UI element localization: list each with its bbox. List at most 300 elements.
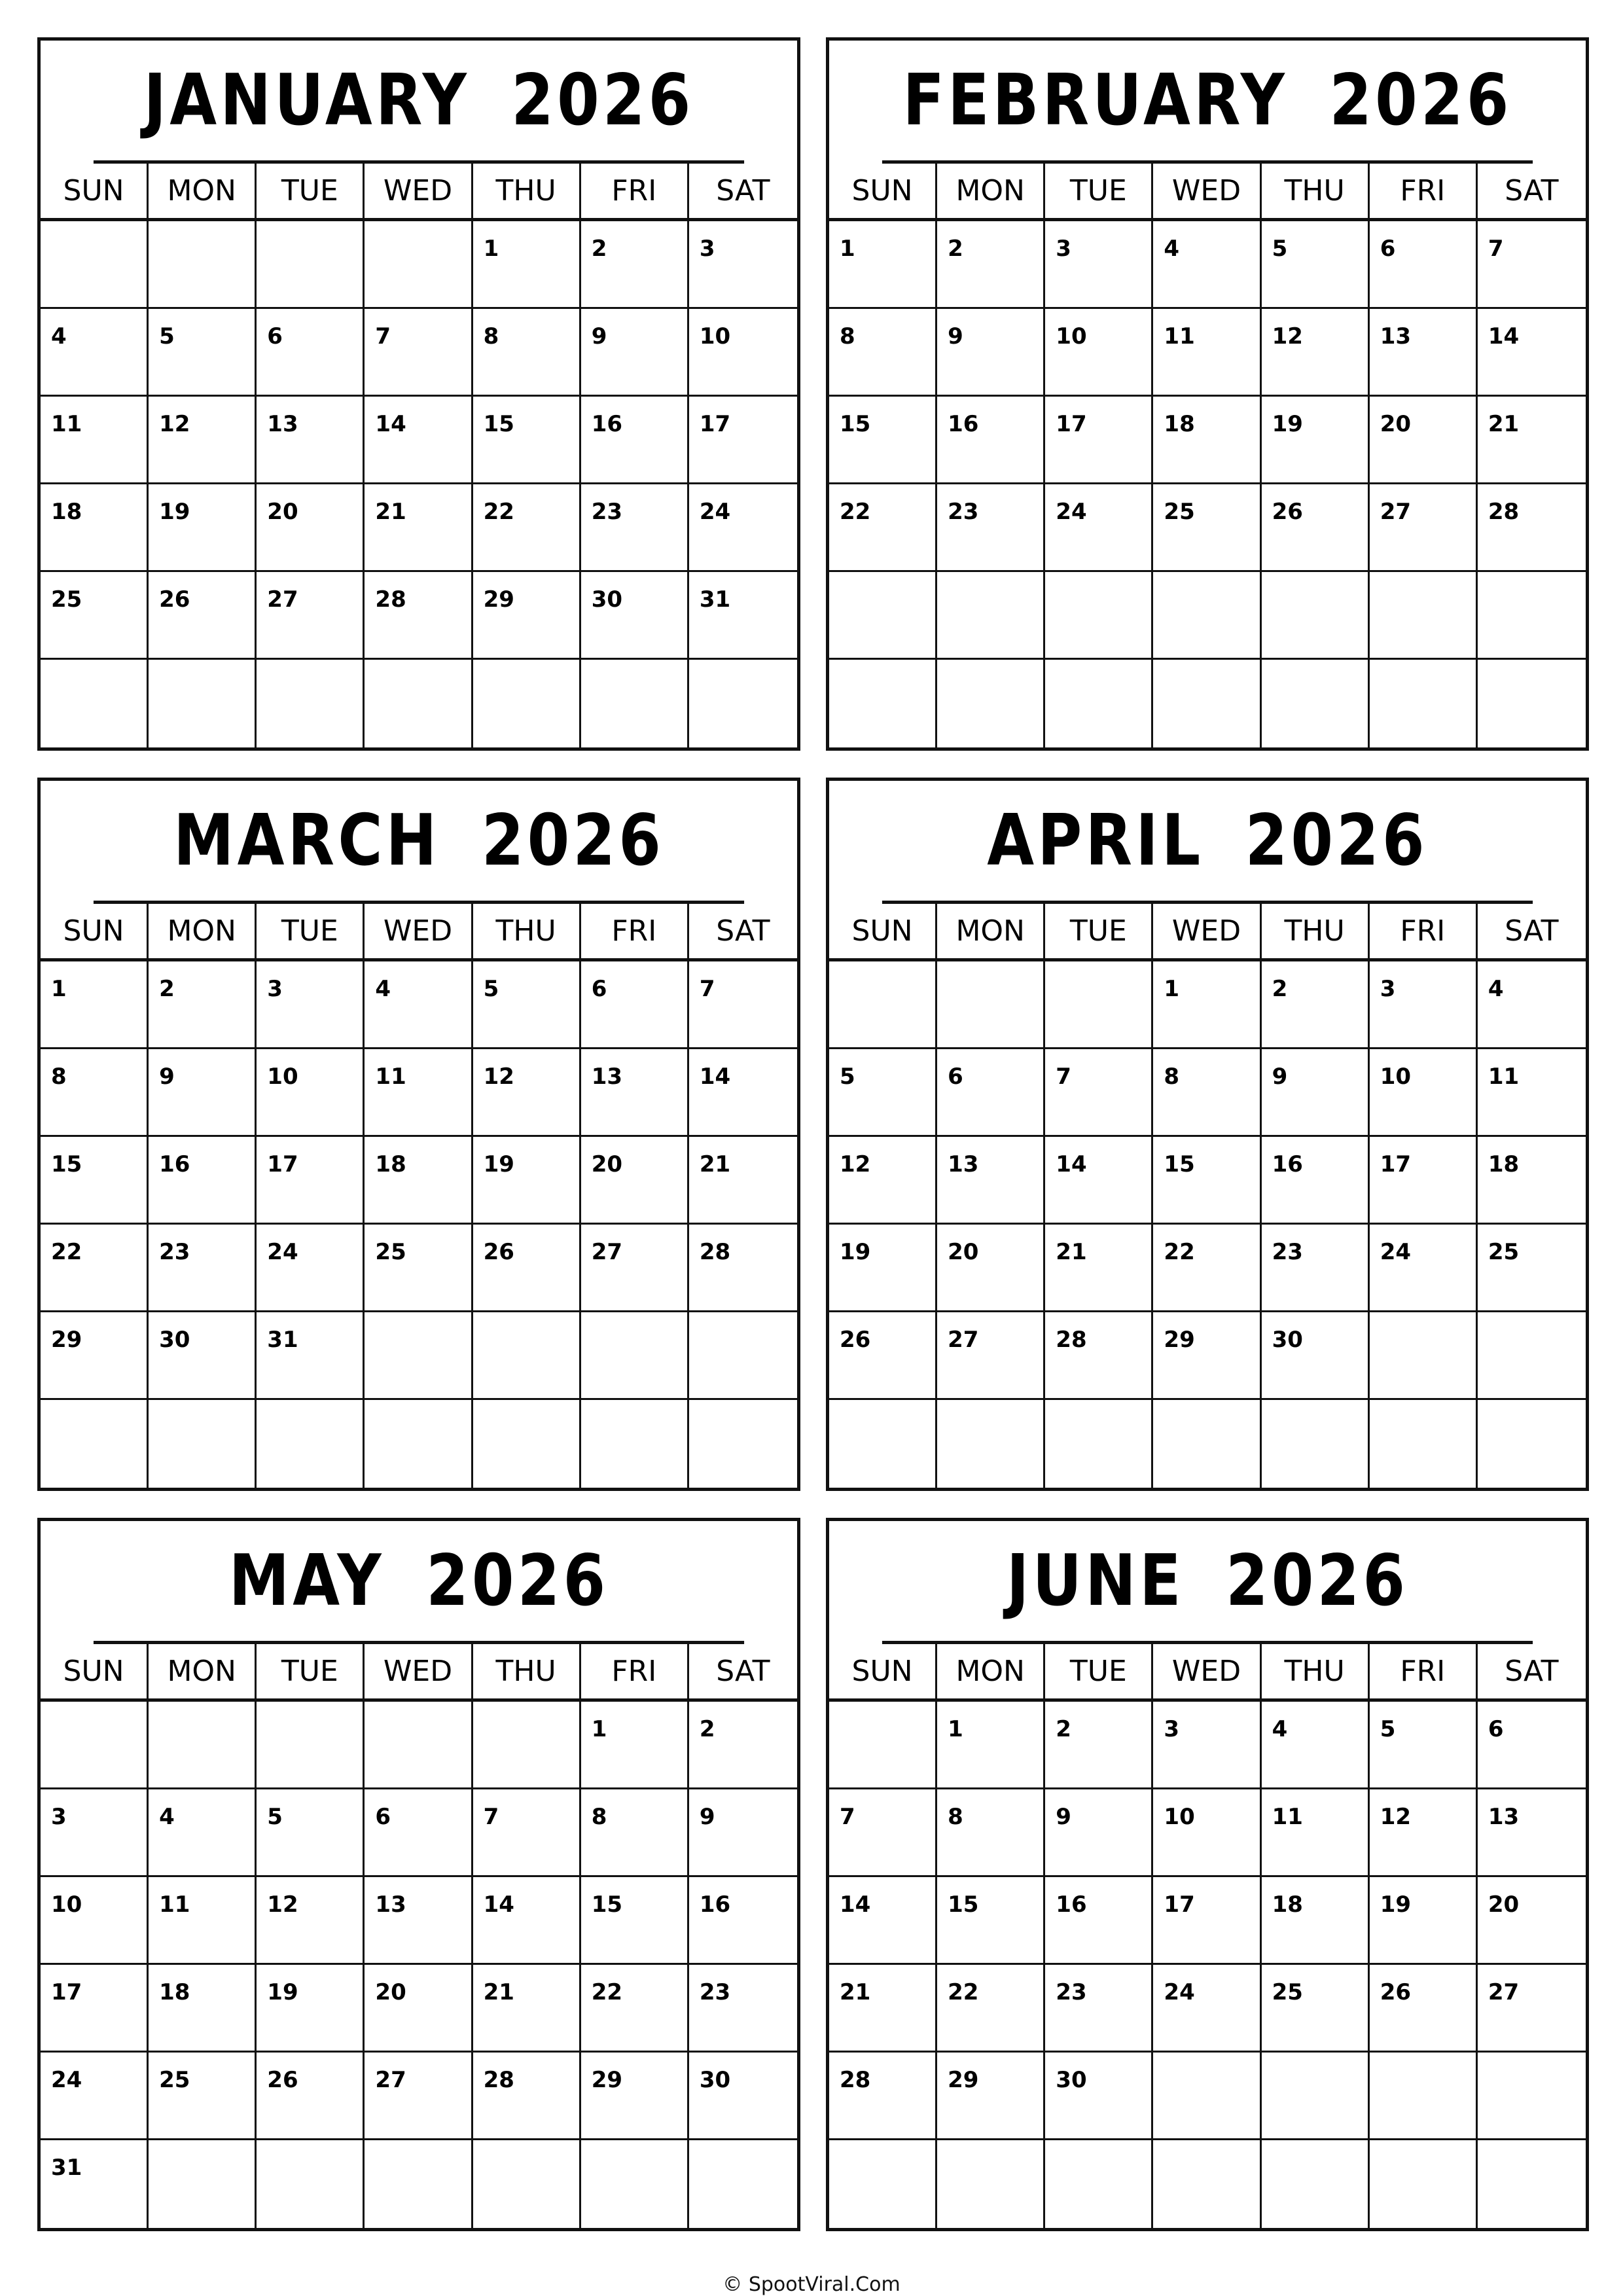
month-title: JUNE 2026 [882, 1521, 1533, 1644]
day-cell: 28 [365, 572, 473, 660]
day-cell [473, 1312, 581, 1400]
weekday-header-row [829, 164, 1586, 221]
day-cell: 21 [829, 1965, 937, 2053]
day-cell [1262, 660, 1370, 747]
day-cell [1370, 572, 1478, 660]
weekday-label: MON [149, 164, 257, 218]
day-cell: 26 [1262, 484, 1370, 572]
day-cell: 2 [937, 221, 1045, 309]
day-cell: 8 [473, 309, 581, 397]
day-cell: 20 [937, 1225, 1045, 1312]
day-cell [149, 1702, 257, 1789]
day-cell: 28 [473, 2053, 581, 2140]
day-cell: 27 [1478, 1965, 1586, 2053]
day-cell: 23 [1262, 1225, 1370, 1312]
day-cell [1478, 660, 1586, 747]
weekday-label: THU [473, 164, 581, 218]
weekday-label: SUN [829, 904, 937, 958]
weekday-label: SUN [41, 164, 149, 218]
day-cell: 21 [473, 1965, 581, 2053]
day-cell: 21 [689, 1137, 797, 1225]
day-cell [473, 1702, 581, 1789]
day-cell [1045, 572, 1153, 660]
day-cell: 5 [829, 1049, 937, 1137]
weekday-label: FRI [1370, 904, 1478, 958]
day-cell: 12 [1370, 1789, 1478, 1877]
day-cell [581, 660, 689, 747]
day-cell: 28 [1478, 484, 1586, 572]
weekday-label: MON [937, 1644, 1045, 1698]
day-cell: 19 [829, 1225, 937, 1312]
weekday-label: THU [1262, 1644, 1370, 1698]
day-cell: 16 [1045, 1877, 1153, 1965]
day-cell [1153, 2140, 1261, 2228]
month-title: MAY 2026 [94, 1521, 744, 1644]
weekday-label: TUE [257, 904, 365, 958]
weekday-label: TUE [1045, 904, 1153, 958]
day-cell: 31 [257, 1312, 365, 1400]
weekday-label: SAT [1505, 1655, 1559, 1688]
weekday-label: SAT [716, 174, 770, 207]
day-cell: 4 [41, 309, 149, 397]
day-cell [365, 1400, 473, 1488]
day-cell: 17 [1370, 1137, 1478, 1225]
day-cell: 6 [1478, 1702, 1586, 1789]
weekday-label: SAT [716, 1655, 770, 1688]
day-cell: 27 [257, 572, 365, 660]
day-cell [41, 1702, 149, 1789]
day-cell: 25 [41, 572, 149, 660]
weekday-label: THU [1262, 904, 1370, 958]
day-cell [937, 1400, 1045, 1488]
month-title: MARCH 2026 [94, 781, 744, 904]
day-cell: 4 [1262, 1702, 1370, 1789]
day-cell: 25 [1478, 1225, 1586, 1312]
day-cell [1478, 1400, 1586, 1488]
month-calendar-march [37, 778, 800, 1491]
weekday-header-row [829, 1644, 1586, 1702]
weekday-header-row [41, 1644, 797, 1702]
day-cell: 9 [1262, 1049, 1370, 1137]
weekday-label: MON [149, 1644, 257, 1698]
day-cell: 12 [1262, 309, 1370, 397]
day-cell [829, 572, 937, 660]
day-cell: 27 [937, 1312, 1045, 1400]
day-cell: 24 [257, 1225, 365, 1312]
day-cell [473, 2140, 581, 2228]
weekday-label: SUN [829, 164, 937, 218]
day-cell: 9 [149, 1049, 257, 1137]
day-cell: 24 [689, 484, 797, 572]
month-calendar-june [826, 1518, 1589, 2231]
day-grid [41, 1702, 797, 2228]
day-cell [1262, 572, 1370, 660]
day-cell [1262, 2053, 1370, 2140]
day-cell: 30 [149, 1312, 257, 1400]
day-cell: 22 [473, 484, 581, 572]
day-cell: 11 [1153, 309, 1261, 397]
day-cell: 19 [473, 1137, 581, 1225]
day-cell: 11 [365, 1049, 473, 1137]
day-cell: 16 [581, 397, 689, 484]
day-cell: 15 [937, 1877, 1045, 1965]
day-cell: 1 [1153, 961, 1261, 1049]
day-cell: 8 [829, 309, 937, 397]
day-cell [829, 2140, 937, 2228]
day-cell [257, 660, 365, 747]
day-cell [1153, 660, 1261, 747]
day-cell: 15 [1153, 1137, 1261, 1225]
day-cell [365, 1702, 473, 1789]
day-cell: 13 [365, 1877, 473, 1965]
day-cell: 5 [473, 961, 581, 1049]
day-cell: 4 [365, 961, 473, 1049]
day-cell: 22 [937, 1965, 1045, 2053]
day-cell [41, 660, 149, 747]
day-cell [1153, 572, 1261, 660]
day-cell: 10 [689, 309, 797, 397]
day-cell [257, 1400, 365, 1488]
day-cell: 14 [829, 1877, 937, 1965]
weekday-label: MON [937, 164, 1045, 218]
day-cell: 23 [581, 484, 689, 572]
day-cell [689, 2140, 797, 2228]
day-cell [581, 1400, 689, 1488]
day-cell [257, 221, 365, 309]
weekday-label: SUN [829, 1644, 937, 1698]
day-cell [937, 961, 1045, 1049]
day-cell: 16 [689, 1877, 797, 1965]
day-cell: 24 [1153, 1965, 1261, 2053]
day-cell: 3 [689, 221, 797, 309]
day-cell: 30 [689, 2053, 797, 2140]
day-cell: 10 [1045, 309, 1153, 397]
day-cell: 26 [149, 572, 257, 660]
day-cell: 31 [41, 2140, 149, 2228]
day-cell: 7 [1045, 1049, 1153, 1137]
day-cell: 28 [1045, 1312, 1153, 1400]
day-cell [829, 660, 937, 747]
day-cell: 19 [257, 1965, 365, 2053]
weekday-label: THU [1262, 164, 1370, 218]
weekday-label: WED [365, 164, 473, 218]
day-cell: 1 [581, 1702, 689, 1789]
day-cell: 9 [689, 1789, 797, 1877]
day-cell: 5 [149, 309, 257, 397]
day-cell: 25 [149, 2053, 257, 2140]
weekday-label: FRI [581, 904, 689, 958]
day-cell [1370, 2053, 1478, 2140]
day-cell: 16 [937, 397, 1045, 484]
day-cell: 22 [581, 1965, 689, 2053]
day-grid [829, 961, 1586, 1488]
day-cell: 15 [41, 1137, 149, 1225]
day-grid [41, 221, 797, 747]
weekday-label: WED [1153, 904, 1261, 958]
day-cell: 2 [581, 221, 689, 309]
day-cell: 6 [257, 309, 365, 397]
weekday-label: TUE [1045, 1644, 1153, 1698]
day-cell: 16 [1262, 1137, 1370, 1225]
day-cell: 4 [1153, 221, 1261, 309]
weekday-header-row [829, 904, 1586, 961]
day-cell: 1 [473, 221, 581, 309]
day-cell: 21 [1045, 1225, 1153, 1312]
day-cell: 24 [1370, 1225, 1478, 1312]
day-cell: 12 [257, 1877, 365, 1965]
day-cell [41, 221, 149, 309]
day-cell: 30 [581, 572, 689, 660]
day-cell: 31 [689, 572, 797, 660]
weekday-label: TUE [257, 164, 365, 218]
day-cell: 25 [365, 1225, 473, 1312]
day-cell: 13 [1478, 1789, 1586, 1877]
day-cell: 24 [1045, 484, 1153, 572]
day-cell [1045, 961, 1153, 1049]
day-cell: 29 [937, 2053, 1045, 2140]
day-cell [149, 2140, 257, 2228]
day-cell: 2 [1045, 1702, 1153, 1789]
day-cell: 7 [365, 309, 473, 397]
day-cell: 12 [829, 1137, 937, 1225]
day-cell: 5 [1370, 1702, 1478, 1789]
day-cell: 29 [1153, 1312, 1261, 1400]
weekday-label: MON [149, 904, 257, 958]
month-title: APRIL 2026 [882, 781, 1533, 904]
day-cell: 18 [149, 1965, 257, 2053]
day-cell: 8 [937, 1789, 1045, 1877]
day-cell: 10 [1153, 1789, 1261, 1877]
day-cell [689, 660, 797, 747]
day-cell: 3 [41, 1789, 149, 1877]
day-cell: 6 [581, 961, 689, 1049]
day-cell: 20 [581, 1137, 689, 1225]
day-cell: 7 [473, 1789, 581, 1877]
day-cell: 23 [937, 484, 1045, 572]
day-cell: 29 [41, 1312, 149, 1400]
day-cell [257, 2140, 365, 2228]
day-cell: 17 [689, 397, 797, 484]
month-calendar-april [826, 778, 1589, 1491]
day-cell: 1 [937, 1702, 1045, 1789]
day-cell: 6 [937, 1049, 1045, 1137]
day-cell: 16 [149, 1137, 257, 1225]
day-cell: 26 [1370, 1965, 1478, 2053]
day-cell: 13 [937, 1137, 1045, 1225]
day-cell: 13 [1370, 309, 1478, 397]
day-grid [829, 1702, 1586, 2228]
day-cell: 20 [1478, 1877, 1586, 1965]
day-cell: 17 [41, 1965, 149, 2053]
day-cell: 5 [257, 1789, 365, 1877]
day-cell [689, 1400, 797, 1488]
month-title: FEBRUARY 2026 [882, 41, 1533, 164]
day-cell: 20 [1370, 397, 1478, 484]
day-cell: 7 [1478, 221, 1586, 309]
day-cell [1370, 1400, 1478, 1488]
day-cell: 19 [1370, 1877, 1478, 1965]
day-cell: 15 [829, 397, 937, 484]
day-cell [581, 1312, 689, 1400]
day-cell: 23 [1045, 1965, 1153, 2053]
day-cell [1370, 2140, 1478, 2228]
weekday-label: TUE [257, 1644, 365, 1698]
day-cell: 8 [581, 1789, 689, 1877]
day-cell [829, 1702, 937, 1789]
day-cell [937, 572, 1045, 660]
day-cell: 17 [1153, 1877, 1261, 1965]
day-cell: 18 [1478, 1137, 1586, 1225]
weekday-label: FRI [1370, 1644, 1478, 1698]
day-cell: 12 [473, 1049, 581, 1137]
day-grid [41, 961, 797, 1488]
day-cell: 3 [1153, 1702, 1261, 1789]
day-cell: 9 [1045, 1789, 1153, 1877]
day-cell [149, 660, 257, 747]
day-cell: 22 [829, 484, 937, 572]
day-cell: 13 [581, 1049, 689, 1137]
day-cell: 10 [257, 1049, 365, 1137]
day-cell: 27 [581, 1225, 689, 1312]
day-cell: 18 [1153, 397, 1261, 484]
day-cell: 3 [257, 961, 365, 1049]
day-cell [1478, 572, 1586, 660]
day-cell: 1 [41, 961, 149, 1049]
day-cell: 9 [937, 309, 1045, 397]
weekday-label: SUN [41, 1644, 149, 1698]
day-cell: 15 [581, 1877, 689, 1965]
day-cell: 13 [257, 397, 365, 484]
day-cell: 21 [365, 484, 473, 572]
day-cell: 20 [257, 484, 365, 572]
day-cell: 3 [1370, 961, 1478, 1049]
day-cell: 22 [41, 1225, 149, 1312]
day-cell: 14 [473, 1877, 581, 1965]
weekday-label: SAT [716, 914, 770, 948]
day-cell: 17 [257, 1137, 365, 1225]
day-cell: 7 [829, 1789, 937, 1877]
day-cell: 18 [41, 484, 149, 572]
day-cell: 11 [1478, 1049, 1586, 1137]
day-cell: 2 [149, 961, 257, 1049]
day-cell: 20 [365, 1965, 473, 2053]
day-cell [1045, 2140, 1153, 2228]
day-cell: 29 [581, 2053, 689, 2140]
day-cell [1478, 2053, 1586, 2140]
day-cell: 2 [689, 1702, 797, 1789]
weekday-label: SAT [1505, 174, 1559, 207]
month-calendar-january [37, 37, 800, 751]
day-cell: 18 [365, 1137, 473, 1225]
day-cell: 28 [829, 2053, 937, 2140]
day-cell [1045, 1400, 1153, 1488]
day-cell [1262, 1400, 1370, 1488]
day-cell: 10 [1370, 1049, 1478, 1137]
weekday-label: SAT [1505, 914, 1559, 948]
day-cell: 15 [473, 397, 581, 484]
day-cell [257, 1702, 365, 1789]
month-calendar-february [826, 37, 1589, 751]
day-cell: 26 [257, 2053, 365, 2140]
day-cell: 25 [1262, 1965, 1370, 2053]
day-cell: 8 [41, 1049, 149, 1137]
day-cell: 14 [1478, 309, 1586, 397]
day-cell [1478, 1312, 1586, 1400]
day-cell: 14 [1045, 1137, 1153, 1225]
day-cell: 14 [689, 1049, 797, 1137]
month-title: JANUARY 2026 [94, 41, 744, 164]
day-cell [473, 1400, 581, 1488]
day-cell: 11 [41, 397, 149, 484]
weekday-label: WED [365, 1644, 473, 1698]
day-cell: 25 [1153, 484, 1261, 572]
day-cell: 27 [1370, 484, 1478, 572]
weekday-header-row [41, 164, 797, 221]
day-cell [937, 2140, 1045, 2228]
day-cell: 24 [41, 2053, 149, 2140]
day-cell: 21 [1478, 397, 1586, 484]
day-cell: 23 [689, 1965, 797, 2053]
day-cell [829, 961, 937, 1049]
weekday-label: FRI [1370, 164, 1478, 218]
day-cell: 1 [829, 221, 937, 309]
day-cell: 19 [149, 484, 257, 572]
weekday-label: FRI [581, 164, 689, 218]
day-cell: 17 [1045, 397, 1153, 484]
day-cell [149, 1400, 257, 1488]
day-cell [1370, 660, 1478, 747]
day-cell: 9 [581, 309, 689, 397]
weekday-label: WED [1153, 164, 1261, 218]
day-cell: 23 [149, 1225, 257, 1312]
day-cell: 4 [149, 1789, 257, 1877]
weekday-label: WED [1153, 1644, 1261, 1698]
day-cell [937, 660, 1045, 747]
weekday-label: TUE [1045, 164, 1153, 218]
day-cell [689, 1312, 797, 1400]
day-cell: 4 [1478, 961, 1586, 1049]
day-cell [1153, 2053, 1261, 2140]
day-grid [829, 221, 1586, 747]
day-cell [149, 221, 257, 309]
weekday-label: THU [473, 904, 581, 958]
day-cell: 2 [1262, 961, 1370, 1049]
day-cell: 6 [365, 1789, 473, 1877]
day-cell: 11 [1262, 1789, 1370, 1877]
weekday-label: WED [365, 904, 473, 958]
day-cell [473, 660, 581, 747]
day-cell [365, 2140, 473, 2228]
day-cell [829, 1400, 937, 1488]
day-cell [1478, 2140, 1586, 2228]
day-cell: 28 [689, 1225, 797, 1312]
day-cell: 18 [1262, 1877, 1370, 1965]
day-cell: 22 [1153, 1225, 1261, 1312]
day-cell: 30 [1045, 2053, 1153, 2140]
day-cell: 27 [365, 2053, 473, 2140]
day-cell: 19 [1262, 397, 1370, 484]
month-calendar-may [37, 1518, 800, 2231]
day-cell: 12 [149, 397, 257, 484]
day-cell [1045, 660, 1153, 747]
day-cell: 29 [473, 572, 581, 660]
day-cell: 26 [473, 1225, 581, 1312]
day-cell: 11 [149, 1877, 257, 1965]
day-cell [1262, 2140, 1370, 2228]
day-cell [365, 660, 473, 747]
weekday-label: SUN [41, 904, 149, 958]
weekday-label: FRI [581, 1644, 689, 1698]
